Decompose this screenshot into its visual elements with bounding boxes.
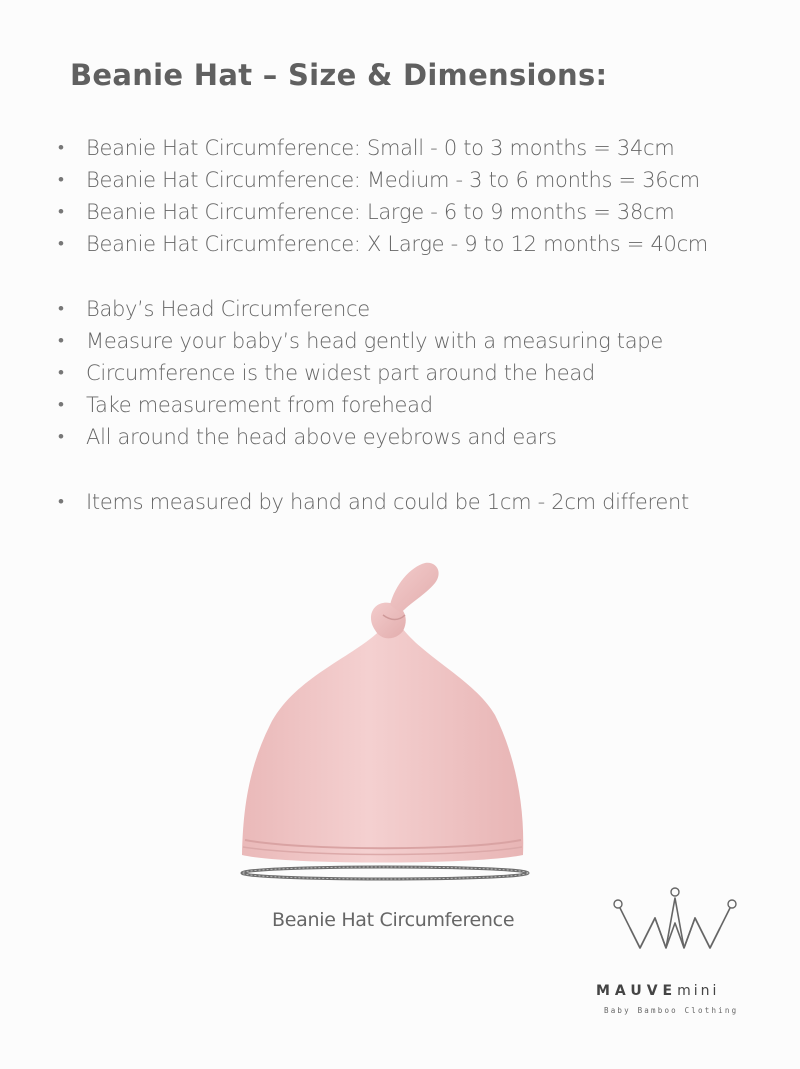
size-list	[58, 132, 708, 260]
brand-name	[596, 983, 719, 999]
list-item: • Take measurement from forehead	[58, 389, 663, 421]
hat-caption: Beanie Hat Circumference	[272, 909, 515, 931]
list-item: • Circumference is the widest part around the head	[58, 357, 663, 389]
head-measure-list	[58, 293, 663, 453]
beanie-hat-illustration	[225, 555, 545, 885]
list-item: • Measure your baby’s head gently with a measuring tape	[58, 325, 663, 357]
measurement-note: • Items measured by hand and could be 1cm - 2cm different	[58, 486, 689, 518]
size-item-large: • Beanie Hat Circumference: Large - 6 to 9 months = 38cm	[58, 196, 708, 228]
brand-tagline: Baby Bamboo Clothing	[604, 1006, 739, 1015]
page-title: Beanie Hat – Size & Dimensions:	[70, 58, 608, 92]
list-item: • Baby’s Head Circumference	[58, 293, 663, 325]
size-item-xlarge: • Beanie Hat Circumference: X Large - 9 to 12 months = 40cm	[58, 228, 708, 260]
brand-sub: mini	[677, 983, 720, 999]
brand-main: MAUVE	[596, 983, 678, 999]
list-item: • All around the head above eyebrows and ears	[58, 421, 663, 453]
note-list	[58, 486, 689, 518]
size-item-medium: • Beanie Hat Circumference: Medium - 3 to 6 months = 36cm	[58, 164, 708, 196]
size-item-small: • Beanie Hat Circumference: Small - 0 to 3 months = 34cm	[58, 132, 708, 164]
